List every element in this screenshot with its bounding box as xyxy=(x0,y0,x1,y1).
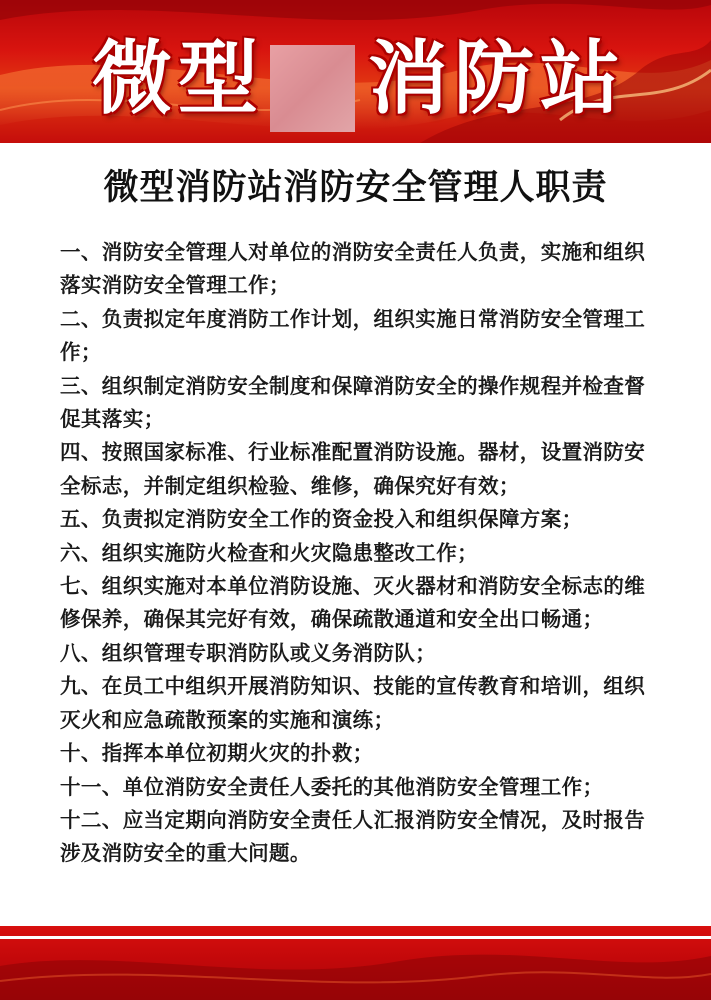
footer-band xyxy=(0,926,711,1000)
list-item: 八、组织管理专职消防队或义务消防队； xyxy=(60,640,437,665)
header-banner xyxy=(0,0,711,143)
list-item: 九、在员工中组织开展消防知识、技能的宣传教育和培训，组织灭火和应急疏散预案的实施和演练； xyxy=(60,674,646,732)
list-item: 四、按照国家标准、行业标准配置消防设施。器材，设置消防安全标志，并制定组织检验、维修，确保究好有效； xyxy=(60,440,646,498)
list-item: 五、负责拟定消防安全工作的资金投入和组织保障方案； xyxy=(60,507,583,532)
redacted-name-block xyxy=(270,45,355,132)
list-item: 十、指挥本单位初期火灾的扑救； xyxy=(60,741,374,766)
duty-list xyxy=(60,236,656,871)
list-item: 二、负责拟定年度消防工作计划，组织实施日常消防安全管理工作； xyxy=(60,306,646,365)
banner-title-right: 消防站 xyxy=(368,32,626,125)
list-item: 十二、应当定期向消防安全责任人汇报消防安全情况，及时报告涉及消防安全的重大问题。 xyxy=(60,807,646,866)
list-item: 七、组织实施对本单位消防设施、灭火器材和消防安全标志的维修保养，确保其完好有效，确保疏散通道和安全出口畅通； xyxy=(60,574,646,632)
list-item: 十一、单位消防安全责任人委托的其他消防安全管理工作； xyxy=(60,774,604,799)
list-item: 三、组织制定消防安全制度和保障消防安全的操作规程并检查督促其落实； xyxy=(60,373,646,432)
document-title: 微型消防站消防安全管理人职责 xyxy=(103,168,608,208)
banner-title-left: 微型 xyxy=(92,32,264,125)
footer-divider xyxy=(0,936,711,939)
list-item: 一、消防安全管理人对单位的消防安全责任人负责，实施和组织落实消防安全管理工作； xyxy=(60,240,646,298)
list-item: 六、组织实施防火检查和火灾隐患整改工作； xyxy=(60,540,478,565)
